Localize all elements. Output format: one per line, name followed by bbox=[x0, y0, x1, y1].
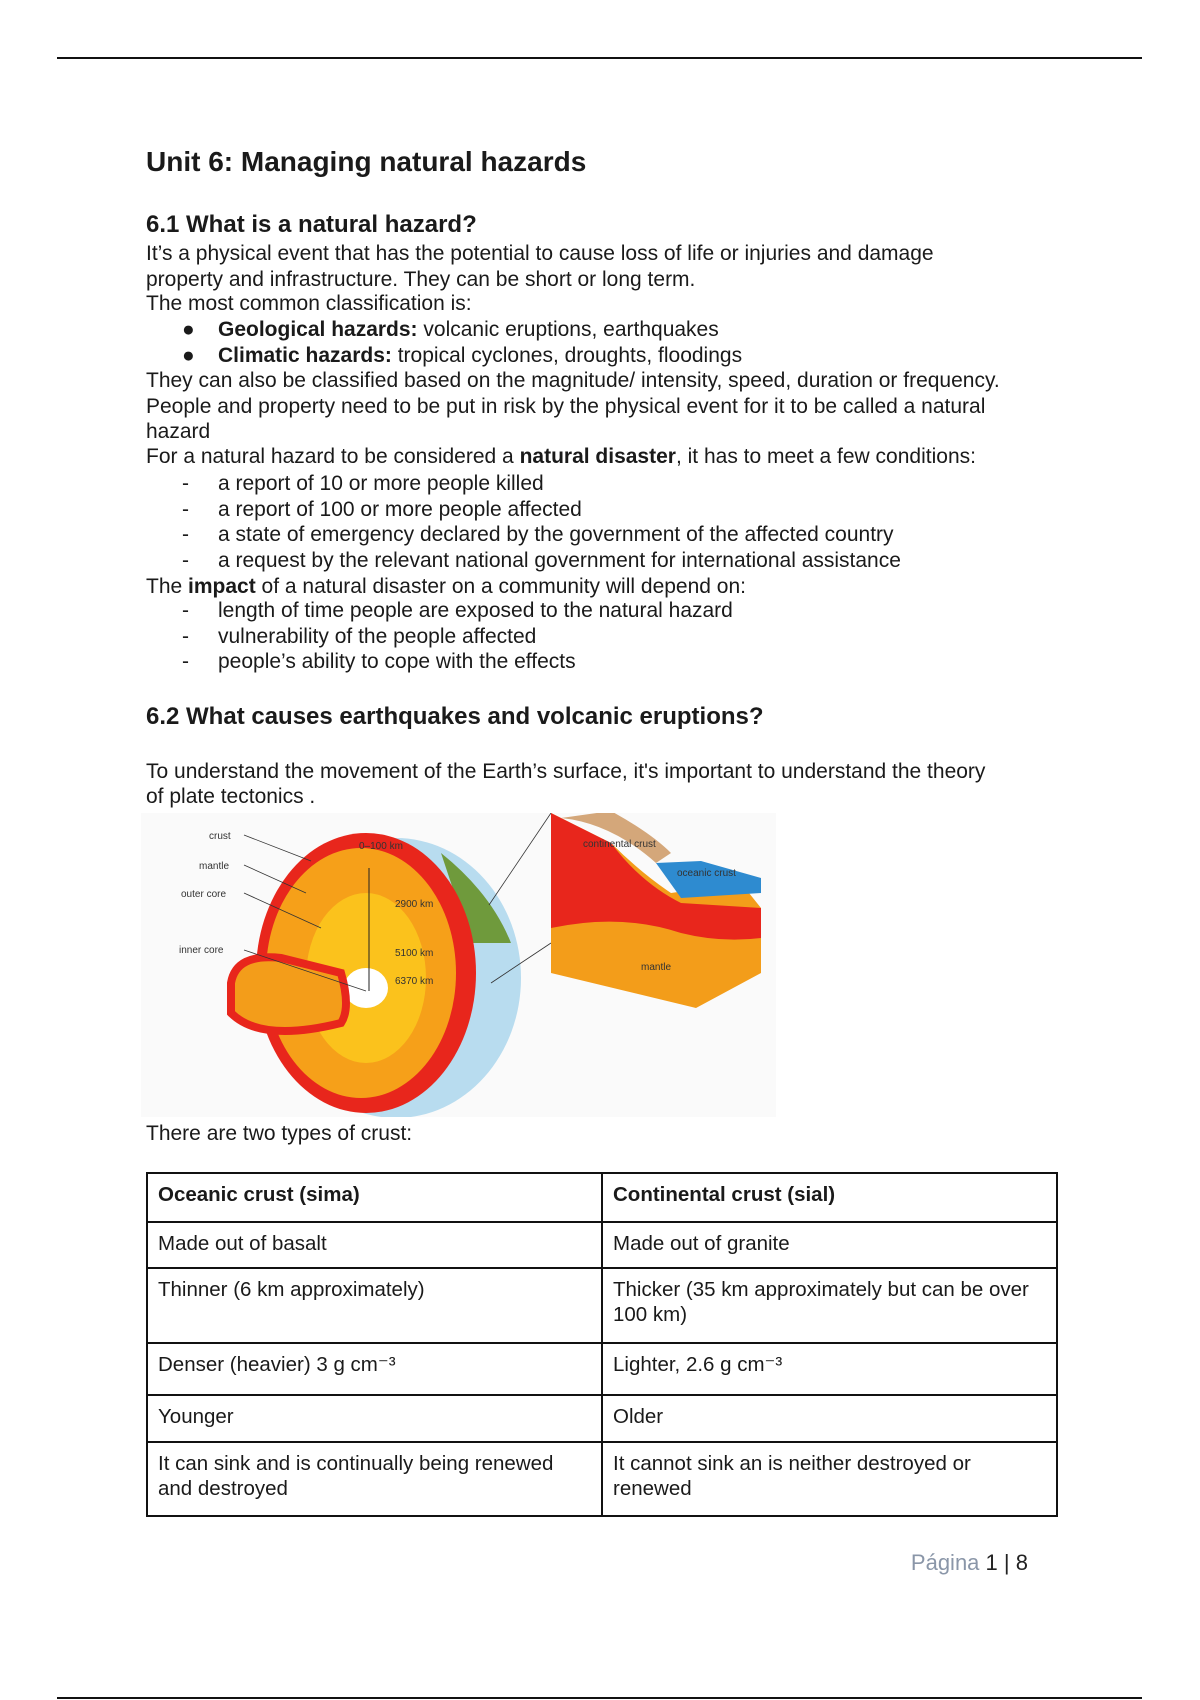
table-row bbox=[147, 1343, 1057, 1395]
table-cell: Denser (heavier) 3 g cm⁻³ bbox=[147, 1343, 602, 1395]
label-depth-crust: 0–100 km bbox=[359, 841, 403, 852]
list-item: ● Geological hazards: volcanic eruptions, earthquakes bbox=[182, 318, 719, 341]
section-heading-6-2: 6.2 What causes earthquakes and volcanic eruptions? bbox=[146, 703, 764, 730]
bottom-rule bbox=[57, 1697, 1142, 1699]
label-oceanic-crust: oceanic crust bbox=[677, 868, 736, 879]
item-text: length of time people are exposed to the natural hazard bbox=[218, 599, 733, 622]
table-cell: Made out of basalt bbox=[147, 1222, 602, 1268]
table-cell: Made out of granite bbox=[602, 1222, 1057, 1268]
list-item: - a state of emergency declared by the government of the affected country bbox=[182, 523, 894, 546]
top-rule bbox=[57, 57, 1142, 59]
label-depth-outer: 5100 km bbox=[395, 948, 434, 959]
item-text: a report of 10 or more people killed bbox=[218, 472, 544, 495]
paragraph: property and infrastructure. They can be short or long term. bbox=[146, 268, 696, 291]
table-row bbox=[147, 1395, 1057, 1442]
page-title: Unit 6: Managing natural hazards bbox=[146, 146, 587, 177]
list-item: - a report of 10 or more people killed bbox=[182, 472, 544, 495]
text: The bbox=[146, 575, 189, 598]
table-row bbox=[147, 1268, 1057, 1343]
section-heading-6-1: 6.1 What is a natural hazard? bbox=[146, 211, 477, 238]
item-text: a report of 100 or more people affected bbox=[218, 498, 582, 521]
table-cell: Lighter, 2.6 g cm⁻³ bbox=[602, 1343, 1057, 1395]
label-depth-mantle: 2900 km bbox=[395, 899, 434, 910]
paragraph: of plate tectonics . bbox=[146, 785, 316, 808]
label-mantle: mantle bbox=[199, 861, 230, 872]
bullet-bold: Climatic hazards: bbox=[218, 344, 392, 367]
table-row bbox=[147, 1222, 1057, 1268]
paragraph: The most common classification is: bbox=[146, 292, 472, 315]
item-text: a state of emergency declared by the government of the affected country bbox=[218, 523, 894, 546]
paragraph: They can also be classified based on the magnitude/ intensity, speed, duration or frequency. bbox=[146, 369, 1000, 392]
crust-comparison-table bbox=[146, 1172, 1058, 1517]
text: , it has to meet a few conditions: bbox=[675, 445, 976, 468]
text: of a natural disaster on a community will depend on: bbox=[255, 575, 746, 598]
label-mantle-block: mantle bbox=[641, 962, 672, 973]
page-separator: | bbox=[997, 1550, 1016, 1575]
earth-structure-diagram bbox=[141, 813, 776, 1117]
total-pages: 8 bbox=[1015, 1550, 1028, 1575]
table-header-row bbox=[147, 1173, 1057, 1222]
table-cell: Thinner (6 km approximately) bbox=[147, 1268, 602, 1343]
label-depth-inner: 6370 km bbox=[395, 976, 434, 987]
item-text: people’s ability to cope with the effects bbox=[218, 650, 576, 673]
item-text: vulnerability of the people affected bbox=[218, 625, 537, 648]
bullet-text: tropical cyclones, droughts, floodings bbox=[391, 344, 743, 367]
paragraph: hazard bbox=[146, 420, 211, 443]
paragraph bbox=[146, 444, 976, 469]
current-page: 1 bbox=[985, 1550, 998, 1575]
table-cell: Younger bbox=[147, 1395, 602, 1442]
table-cell: It cannot sink an is neither destroyed or renewed bbox=[602, 1442, 1057, 1516]
bullet-bold: Geological hazards: bbox=[218, 318, 418, 341]
list-item: - a request by the relevant national government for international assistance bbox=[182, 549, 901, 572]
table-row bbox=[147, 1442, 1057, 1516]
list-item: ● Climatic hazards: tropical cyclones, droughts, floodings bbox=[182, 344, 743, 367]
text: For a natural hazard to be considered a bbox=[146, 445, 520, 468]
paragraph bbox=[146, 574, 746, 599]
list-item: - a report of 100 or more people affected bbox=[182, 498, 582, 521]
item-text: a request by the relevant national government for international assistance bbox=[218, 549, 901, 572]
header-cell: Continental crust (sial) bbox=[602, 1173, 1057, 1222]
label-crust: crust bbox=[209, 831, 231, 842]
list-item: - vulnerability of the people affected bbox=[182, 625, 537, 648]
paragraph: It’s a physical event that has the potential to cause loss of life or injuries and damage bbox=[146, 242, 934, 265]
page-number bbox=[911, 1550, 1028, 1576]
header-cell: Oceanic crust (sima) bbox=[147, 1173, 602, 1222]
paragraph: To understand the movement of the Earth’s surface, it's important to understand the theory bbox=[146, 760, 986, 783]
bold-text: natural disaster bbox=[519, 445, 676, 468]
label-outer-core: outer core bbox=[181, 889, 227, 900]
paragraph: People and property need to be put in risk by the physical event for it to be called a natural bbox=[146, 395, 986, 418]
bold-text: impact bbox=[188, 575, 256, 598]
page-label: Página bbox=[910, 1550, 980, 1575]
label-continental-crust: continental crust bbox=[583, 839, 656, 850]
list-item: - length of time people are exposed to the natural hazard bbox=[182, 599, 733, 622]
bullet-text: volcanic eruptions, earthquakes bbox=[417, 318, 719, 341]
table-cell: It can sink and is continually being renewed and destroyed bbox=[147, 1442, 602, 1516]
list-item: - people’s ability to cope with the effects bbox=[182, 650, 576, 673]
table-cell: Thicker (35 km approximately but can be over 100 km) bbox=[602, 1268, 1057, 1343]
table-cell: Older bbox=[602, 1395, 1057, 1442]
paragraph: There are two types of crust: bbox=[146, 1122, 413, 1145]
label-inner-core: inner core bbox=[179, 945, 224, 956]
